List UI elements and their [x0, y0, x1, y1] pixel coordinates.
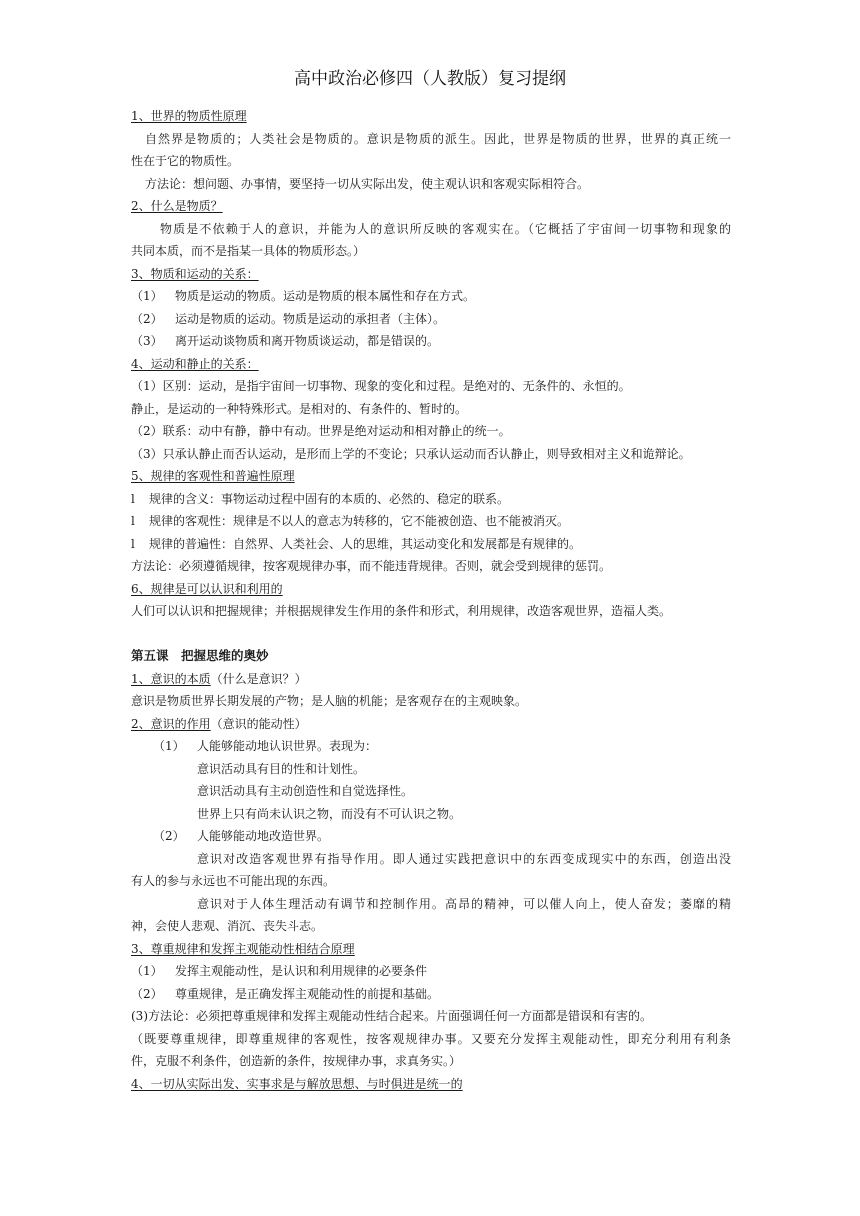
paragraph-line: （1）区别：运动，是指宇宙间一切事物、现象的变化和过程。是绝对的、无条件的、永恒的。 — [131, 379, 631, 393]
list-number: （2） — [153, 829, 185, 843]
section-heading: 4、运动和静止的关系： — [131, 357, 259, 371]
bullet-icon: l — [131, 514, 135, 528]
paragraph-line: 自然界是物质的；人类社会是物质的。意识是物质的派生。因此，世界是物质的世界，世界的真正统一 — [145, 132, 731, 146]
section-heading: 1、意识的本质 — [131, 672, 211, 686]
paragraph-line: 人们可以认识和把握规律；并根据规律发生作用的条件和形式，利用规律，改造客观世界，造福人类。 — [131, 604, 672, 618]
lesson-heading: 第五课 把握思维的奥妙 — [131, 648, 269, 663]
list-item: （1） 物质是运动的物质。运动是物质的根本属性和存在方式。 — [131, 285, 731, 307]
bullet-icon: l — [131, 492, 135, 506]
bullet-icon: l — [131, 537, 135, 551]
section-heading: 2、什么是物质？ — [131, 199, 223, 213]
section-note: （什么是意识？） — [210, 672, 307, 686]
list-number: （1） — [153, 739, 185, 753]
paragraph-line: 物质是不依赖于人的意识，并能为人的意识所反映的客观实在。（它概括了宇宙间一切事物和现象的 — [160, 222, 731, 236]
section-heading: 5、规律的客观性和普遍性原理 — [131, 469, 295, 483]
list-item: （1） 发挥主观能动性，是认识和利用规律的必要条件 — [131, 960, 731, 982]
paragraph-line: 静止，是运动的一种特殊形式。是相对的、有条件的、暂时的。 — [131, 402, 468, 416]
section-heading-row — [131, 668, 731, 690]
paragraph-line: 件，克服不利条件，创造新的条件，按规律办事，求真务实。） — [131, 1054, 462, 1068]
paragraph-line: （3）只承认静止而否认运动，是形而上学的不变论；只承认运动而否认静止，则导致相对主义和诡辩论。 — [131, 447, 691, 461]
page-title: 高中政治必修四（人教版）复习提纲 — [294, 69, 566, 89]
bullet-item: l 规律的普遍性：自然界、人类社会、人的思维，其运动变化和发展都是有规律的。 — [131, 533, 731, 555]
list-item: （2） 人能够能动地改造世界。 — [153, 825, 753, 847]
section-heading-row — [131, 713, 731, 735]
paragraph-line: （2）联系：动中有静，静中有动。世界是绝对运动和相对静止的统一。 — [131, 424, 511, 438]
bullet-item: l 规律的含义：事物运动过程中固有的本质的、必然的、稳定的联系。 — [131, 488, 731, 510]
section-note: （意识的能动性） — [210, 717, 307, 731]
paragraph-line: 方法论：必须遵循规律，按客观规律办事，而不能违背规律。否则，就会受到规律的惩罚。 — [131, 559, 612, 573]
paragraph-line: （既要尊重规律，即尊重规律的客观性，按客观规律办事。又要充分发挥主观能动性，即充分利用有利条 — [131, 1032, 731, 1046]
paragraph-line: 意识是物质世界长期发展的产物；是人脑的机能；是客观存在的主观映象。 — [131, 694, 528, 708]
list-number: （3） — [131, 334, 163, 348]
paragraph-line: 意识对改造客观世界有指导作用。即人通过实践把意识中的东西变成现实中的东西，创造出没 — [197, 852, 731, 866]
paragraph-line: 性在于它的物质性。 — [131, 154, 240, 168]
section-heading: 3、尊重规律和发挥主观能动性相结合原理 — [131, 942, 355, 956]
list-number: （2） — [131, 312, 163, 326]
paragraph-line: 世界上只有尚未认识之物，而没有不可认识之物。 — [197, 807, 462, 821]
bullet-item: l 规律的客观性：规律是不以人的意志为转移的，它不能被创造、也不能被消灭。 — [131, 510, 731, 532]
list-number: （2） — [131, 987, 163, 1001]
list-item: （2） 运动是物质的运动。物质是运动的承担者（主体）。 — [131, 308, 731, 330]
paragraph-line: 意识活动具有主动创造性和自觉选择性。 — [197, 784, 414, 798]
paragraph-line: (3)方法论：必须把尊重规律和发挥主观能动性结合起来。片面强调任何一方面都是错误和有害的。 — [131, 1009, 653, 1023]
list-item: （1） 人能够能动地认识世界。表现为： — [153, 735, 753, 757]
list-item: （3） 离开运动谈物质和离开物质谈运动，都是错误的。 — [131, 330, 731, 352]
list-item: （2） 尊重规律，是正确发挥主观能动性的前提和基础。 — [131, 983, 731, 1005]
paragraph-line: 方法论：想问题、办事情，要坚持一切从实际出发，使主观认识和客观实际相符合。 — [145, 177, 590, 191]
section-heading: 3、物质和运动的关系： — [131, 267, 259, 281]
section-heading: 4、一切从实际出发、实事求是与解放思想、与时俱进是统一的 — [131, 1077, 463, 1091]
section-heading: 6、规律是可以认识和利用的 — [131, 582, 283, 596]
paragraph-line: 有人的参与永远也不可能出现的东西。 — [131, 874, 336, 888]
section-heading: 2、意识的作用 — [131, 717, 211, 731]
list-number: （1） — [131, 964, 163, 978]
paragraph-line: 意识对于人体生理活动有调节和控制作用。高昂的精神，可以催人向上，使人奋发；萎靡的精 — [197, 897, 731, 911]
list-number: （1） — [131, 289, 163, 303]
paragraph-line: 共同本质，而不是指某一具体的物质形态。） — [131, 244, 366, 258]
paragraph-line: 意识活动具有目的性和计划性。 — [197, 762, 366, 776]
section-heading: 1、世界的物质性原理 — [131, 109, 247, 123]
paragraph-line: 神，会使人悲观、消沉、丧失斗志。 — [131, 919, 324, 933]
